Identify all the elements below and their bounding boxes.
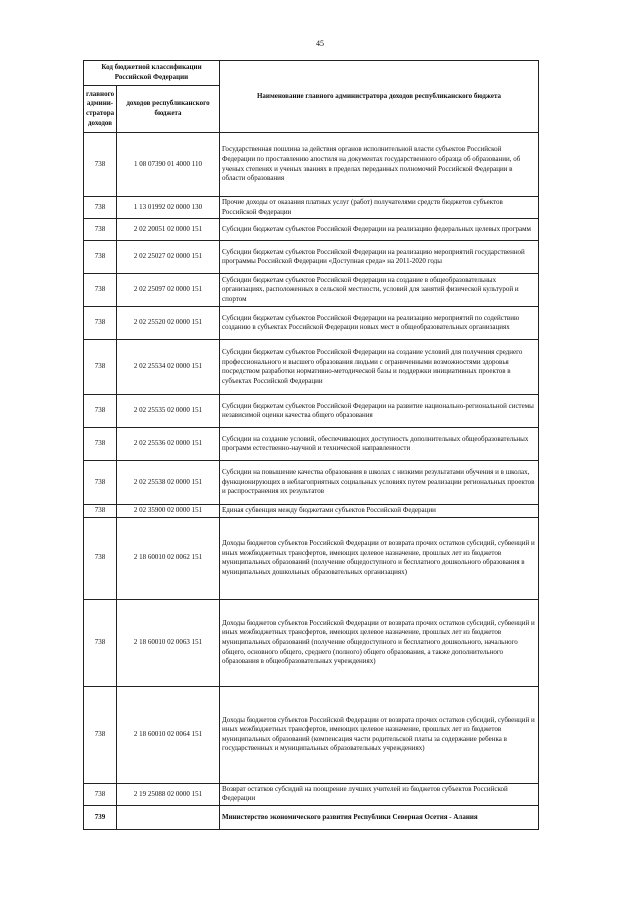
- table-row: [84, 461, 539, 505]
- table-row: [84, 686, 539, 783]
- admin-name-cell: Субсидии бюджетам субъектов Российской Федерации на создание в общеобразовательных организациях, расположенных в сельской местности, условий для занятий физической культурой и спортом: [220, 274, 539, 307]
- income-code-cell: 2 02 25097 02 0000 151: [117, 274, 220, 307]
- admin-code-cell: 738: [84, 395, 117, 428]
- admin-code-cell: 738: [84, 197, 117, 219]
- table-row: [84, 783, 539, 805]
- income-code-cell: 2 02 25534 02 0000 151: [117, 340, 220, 395]
- admin-name-cell: Возврат остатков субсидий на поощрение лучших учителей из бюджетов субъектов Российской Федерации: [220, 783, 539, 805]
- admin-name-cell: Субсидии бюджетам субъектов Российской Федерации на реализацию федеральных целевых программ: [220, 219, 539, 241]
- admin-code-cell: 738: [84, 599, 117, 686]
- admin-code-cell: 738: [84, 241, 117, 274]
- table-row: [84, 505, 539, 518]
- income-code-cell: 2 02 25538 02 0000 151: [117, 461, 220, 505]
- income-code-cell: 2 18 60010 02 0064 151: [117, 686, 220, 783]
- table-row: [84, 307, 539, 340]
- page-number: 45: [316, 39, 324, 48]
- admin-code-cell: 738: [84, 428, 117, 461]
- admin-code-cell: 738: [84, 307, 117, 340]
- table-row: [84, 219, 539, 241]
- admin-code-cell: 738: [84, 783, 117, 805]
- admin-name-cell: Субсидии бюджетам субъектов Российской Федерации на развитие национально-региональной системы независимой оценки качества общего образования: [220, 395, 539, 428]
- income-code-cell: 2 02 25535 02 0000 151: [117, 395, 220, 428]
- table-body: [84, 133, 539, 830]
- income-code-cell: 2 19 25088 02 0000 151: [117, 783, 220, 805]
- table-row: [84, 241, 539, 274]
- table-row: [84, 274, 539, 307]
- income-code-cell: 2 02 25536 02 0000 151: [117, 428, 220, 461]
- income-code-cell: 2 18 60010 02 0062 151: [117, 517, 220, 599]
- admin-code-cell: 738: [84, 517, 117, 599]
- admin-code-cell: 738: [84, 133, 117, 197]
- admin-name-cell: Доходы бюджетов субъектов Российской Федерации от возврата прочих остатков субсидий, субвенций и иных межбюджетных трансфертов, имеющих целевое назначение, прошлых лет из бюджетов муниципальных образований (получение общедоступного и бесплатного дошкольного образования в муниципальных дошкольных образовательных организациях): [220, 517, 539, 599]
- admin-name-cell: Субсидии на создание условий, обеспечивающих доступность дополнительных общеобразовательных программ естественно-научной и технической направленности: [220, 428, 539, 461]
- header-chief-admin: главного админи-стратора доходов: [84, 86, 117, 133]
- income-code-cell: 2 02 20051 02 0000 151: [117, 219, 220, 241]
- admin-name-cell: Министерство экономического развития Республики Северная Осетия - Алания: [220, 805, 539, 829]
- income-code-cell: 1 13 01992 02 0000 130: [117, 197, 220, 219]
- admin-code-cell: 738: [84, 686, 117, 783]
- admin-name-cell: Единая субвенция между бюджетами субъектов Российской Федерации: [220, 505, 539, 518]
- admin-code-cell: 739: [84, 805, 117, 829]
- table-row: [84, 197, 539, 219]
- table-row: [84, 428, 539, 461]
- table-row: [84, 805, 539, 829]
- income-code-cell: [117, 805, 220, 829]
- income-code-cell: 2 18 60010 02 0063 151: [117, 599, 220, 686]
- admin-name-cell: Субсидии на повышение качества образования в школах с низкими результатами обучения и в школах, функционирующих в неблагоприятных социальных условиях путем реализации региональных проектов и распространения их результатов: [220, 461, 539, 505]
- admin-code-cell: 738: [84, 219, 117, 241]
- table-row: [84, 395, 539, 428]
- table-row: [84, 133, 539, 197]
- revenue-admin-table: [83, 60, 539, 830]
- table-row: [84, 340, 539, 395]
- admin-code-cell: 738: [84, 274, 117, 307]
- header-classification-code: Код бюджетной классификации Российской Федерации: [84, 61, 220, 86]
- admin-name-cell: Государственная пошлина за действия органов исполнительной власти субъектов Российской Федерации по проставлению апостиля на документах государственного образца об образовании, об ученых степенях и ученых званиях в пределах переданных полномочий Российской Федерации в области образования: [220, 133, 539, 197]
- admin-name-cell: Субсидии бюджетам субъектов Российской Федерации на реализацию мероприятий государственной программы Российской Федерации «Доступная среда» на 2011-2020 годы: [220, 241, 539, 274]
- header-admin-name: Наименование главного администратора доходов республиканского бюджета: [220, 61, 539, 133]
- income-code-cell: 2 02 25520 02 0000 151: [117, 307, 220, 340]
- admin-name-cell: Субсидии бюджетам субъектов Российской Федерации на реализацию мероприятий по содействию созданию в субъектах Российской Федерации новых мест в общеобразовательных организациях: [220, 307, 539, 340]
- admin-code-cell: 738: [84, 505, 117, 518]
- admin-code-cell: 738: [84, 461, 117, 505]
- admin-name-cell: Субсидии бюджетам субъектов Российской Федерации на создание условий для получения среднего профессионального и высшего образования людьми с ограниченными возможностями здоровья посредством разработки нормативно-методической базы и поддержки инициативных проектов в субъектах Российской Федерации: [220, 340, 539, 395]
- admin-name-cell: Прочие доходы от оказания платных услуг (работ) получателями средств бюджетов субъектов Российской Федерации: [220, 197, 539, 219]
- admin-name-cell: Доходы бюджетов субъектов Российской Федерации от возврата прочих остатков субсидий, субвенций и иных межбюджетных трансфертов, имеющих целевое назначение, прошлых лет из бюджетов муниципальных образований (компенсация части родительской платы за содержание ребенка в государственных и муниципальных образовательных учреждениях): [220, 686, 539, 783]
- header-republic-income: доходов республиканского бюджета: [117, 86, 220, 133]
- income-code-cell: 2 02 25027 02 0000 151: [117, 241, 220, 274]
- admin-name-cell: Доходы бюджетов субъектов Российской Федерации от возврата прочих остатков субсидий, субвенций и иных межбюджетных трансфертов, имеющих целевое назначение, прошлых лет из бюджетов муниципальных образований (получение общедоступного и бесплатного дошкольного, начального общего, основного общего, среднего (полного) общего образования, а также дополнительного образования в общеобразовательных учреждениях): [220, 599, 539, 686]
- table-row: [84, 517, 539, 599]
- table-row: [84, 599, 539, 686]
- income-code-cell: 1 08 07390 01 4000 110: [117, 133, 220, 197]
- income-code-cell: 2 02 35900 02 0000 151: [117, 505, 220, 518]
- admin-code-cell: 738: [84, 340, 117, 395]
